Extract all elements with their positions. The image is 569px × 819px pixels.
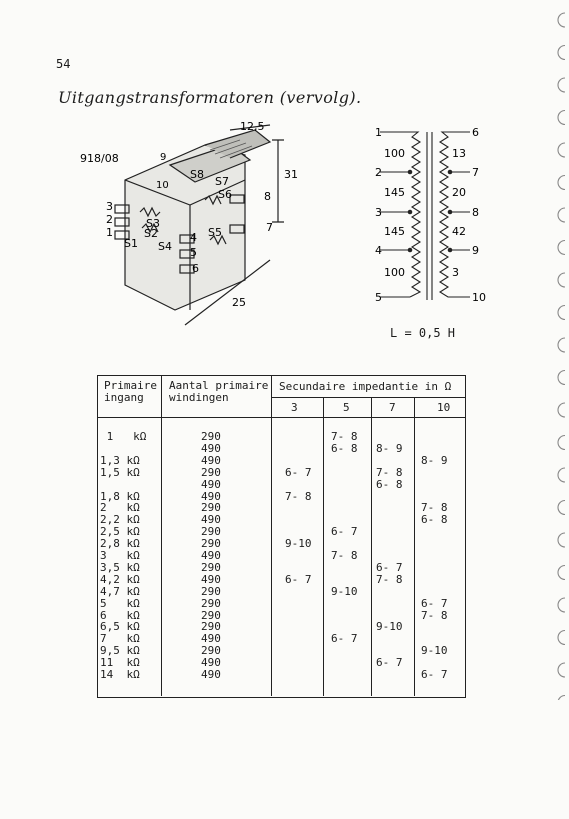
terminal-4: 4 (190, 231, 197, 244)
table-cell: 290 (201, 430, 221, 443)
header-secundaire: Secundaire impedantie in Ω (279, 380, 452, 393)
table-cell: 6- 7 (285, 465, 312, 479)
impedance-table (97, 375, 466, 698)
col-divider (271, 375, 272, 696)
header-primaire: Primaire ingang (104, 379, 157, 404)
col-divider (414, 397, 415, 696)
right-pin-6: 6 (472, 126, 479, 139)
punch-hole (558, 338, 565, 352)
table-cell: 6 kΩ (100, 608, 140, 622)
header-7-ohm: 7 (389, 401, 396, 414)
table-cell: 11 kΩ (100, 656, 140, 670)
terminal-10: 10 (156, 180, 169, 191)
table-cell: 490 (201, 632, 221, 646)
table-cell: 8- 9 (376, 441, 403, 455)
table-cell: 3,5 kΩ (100, 560, 140, 574)
header-5-ohm: 5 (343, 401, 350, 414)
punch-hole (558, 533, 565, 547)
table-cell: 1,3 kΩ (100, 453, 140, 467)
terminal-8: 8 (264, 190, 271, 203)
table-cell: 7- 8 (421, 608, 448, 622)
table-cell: 9-10 (421, 644, 448, 658)
table-cell: 6- 7 (421, 596, 448, 610)
col-divider (371, 397, 372, 696)
terminal-3: 3 (106, 200, 113, 213)
table-cell: 7- 8 (376, 572, 403, 586)
right-pin-7: 7 (472, 166, 479, 179)
right-turns-2: 20 (452, 186, 466, 199)
table-cell: 490 (201, 656, 221, 670)
table-cell: 290 (201, 465, 221, 479)
table-cell: 290 (201, 501, 221, 515)
table-cell: 490 (201, 489, 221, 503)
table-cell: 6- 7 (331, 525, 358, 539)
table-cell: 290 (201, 644, 221, 658)
punch-hole (558, 403, 565, 417)
header-divider (271, 397, 465, 398)
table-cell: 490 (201, 668, 221, 681)
transformer-drawing (80, 110, 320, 330)
table-cell: 490 (201, 441, 221, 455)
punch-hole (558, 306, 565, 320)
header-divider (97, 417, 465, 418)
table-cell: 490 (201, 572, 221, 586)
table-cell: 7- 8 (285, 489, 312, 503)
table-cell: 2,8 kΩ (100, 537, 140, 551)
table-cell: 4,7 kΩ (100, 584, 140, 598)
table-cell: 290 (201, 560, 221, 574)
terminal-9: 9 (160, 152, 167, 163)
table-cell: 7- 8 (331, 549, 358, 562)
page-number: 54 (56, 57, 71, 71)
punch-hole (558, 45, 565, 59)
table-cell: 490 (201, 549, 221, 562)
terminal-2: 2 (106, 213, 113, 226)
punch-hole (558, 176, 565, 190)
left-turns-1: 100 (384, 147, 405, 160)
dim-top: 12,5 (240, 120, 265, 133)
table-cell: 8- 9 (421, 453, 448, 467)
table-cell: 7- 8 (421, 501, 448, 515)
table-cell: 3 kΩ (100, 549, 140, 562)
table-cell: 6- 8 (421, 513, 448, 527)
section-s2: S2 (144, 227, 158, 240)
left-pin-4: 4 (375, 244, 382, 257)
right-pin-10: 10 (472, 291, 486, 304)
section-s6: S6 (218, 188, 232, 201)
punch-holes (547, 0, 569, 700)
terminal-7: 7 (266, 221, 273, 234)
terminal-5: 5 (190, 246, 197, 259)
table-cell: 9-10 (376, 620, 403, 634)
punch-hole (558, 696, 565, 701)
table-cell: 290 (201, 608, 221, 622)
table-cell: 6,5 kΩ (100, 620, 140, 634)
table-cell: 490 (201, 477, 221, 491)
table-cell: 9,5 kΩ (100, 644, 140, 658)
punch-hole (558, 273, 565, 287)
left-turns-2: 145 (384, 186, 405, 199)
table-cell: 6- 7 (331, 632, 358, 646)
table-cell: 6- 7 (285, 572, 312, 586)
table-cell: 290 (201, 525, 221, 539)
table-cell: 6- 8 (376, 477, 403, 491)
table-cell: 2,5 kΩ (100, 525, 140, 539)
punch-hole (558, 501, 565, 515)
table-cell: 490 (201, 513, 221, 527)
header-windingen: Aantal primaire windingen (169, 379, 269, 404)
model-label: 918/08 (80, 152, 119, 165)
punch-hole (558, 13, 565, 27)
left-pin-2: 2 (375, 166, 382, 179)
table-cell: 14 kΩ (100, 668, 140, 681)
punch-hole (558, 111, 565, 125)
right-pin-8: 8 (472, 206, 479, 219)
table-cell: 7 kΩ (100, 632, 140, 646)
section-s7: S7 (215, 175, 229, 188)
table-cell: 290 (201, 537, 221, 551)
table-cell: 2 kΩ (100, 501, 140, 515)
right-pin-9: 9 (472, 244, 479, 257)
punch-hole (558, 208, 565, 222)
section-s8: S8 (190, 168, 204, 181)
col-divider (161, 375, 162, 696)
dim-height: 31 (284, 168, 298, 181)
punch-hole (558, 566, 565, 580)
left-pin-3: 3 (375, 206, 382, 219)
table-frame (97, 375, 466, 698)
punch-hole (558, 663, 565, 677)
table-cell: 6- 7 (376, 560, 403, 574)
left-turns-3: 145 (384, 225, 405, 238)
table-cell: 9-10 (331, 584, 358, 598)
right-turns-4: 3 (452, 266, 459, 279)
punch-hole (558, 468, 565, 482)
punch-hole (558, 598, 565, 612)
punch-hole (558, 631, 565, 645)
left-pin-5: 5 (375, 291, 382, 304)
punch-hole (558, 143, 565, 157)
right-turns-3: 42 (452, 225, 466, 238)
section-s1: S1 (124, 237, 138, 250)
dim-depth: 25 (232, 296, 246, 309)
page-title: Uitgangstransformatoren (vervolg). (58, 88, 362, 107)
table-cell: 1,5 kΩ (100, 465, 140, 479)
inductance-label: L = 0,5 H (390, 326, 456, 340)
table-cell: 1 kΩ (100, 430, 147, 443)
table-cell: 5 kΩ (100, 596, 140, 610)
col-divider (323, 397, 324, 696)
left-pin-1: 1 (375, 126, 382, 139)
section-s3: S3 (146, 217, 160, 230)
table-cell: 9-10 (285, 537, 312, 551)
table-cell: 290 (201, 584, 221, 598)
winding-schematic (370, 120, 490, 310)
table-cell: 4,2 kΩ (100, 572, 140, 586)
table-cell: 2,2 kΩ (100, 513, 140, 527)
right-turns-1: 13 (452, 147, 466, 160)
punch-hole (558, 371, 565, 385)
punch-hole (558, 241, 565, 255)
table-cell: 290 (201, 596, 221, 610)
section-s4: S4 (158, 240, 172, 253)
table-cell: 490 (201, 453, 221, 467)
header-10-ohm: 10 (437, 401, 451, 414)
terminal-1: 1 (106, 226, 113, 239)
punch-hole (558, 78, 565, 92)
section-s5: S5 (208, 226, 222, 239)
table-cell: 290 (201, 620, 221, 634)
table-cell: 6- 7 (421, 668, 448, 681)
terminal-6: 6 (192, 262, 199, 275)
left-turns-4: 100 (384, 266, 405, 279)
punch-hole (558, 436, 565, 450)
table-cell: 7- 8 (331, 430, 358, 443)
table-cell: 6- 8 (331, 441, 358, 455)
table-cell: 1,8 kΩ (100, 489, 140, 503)
table-cell: 6- 7 (376, 656, 403, 670)
header-3-ohm: 3 (291, 401, 298, 414)
table-cell: 7- 8 (376, 465, 403, 479)
